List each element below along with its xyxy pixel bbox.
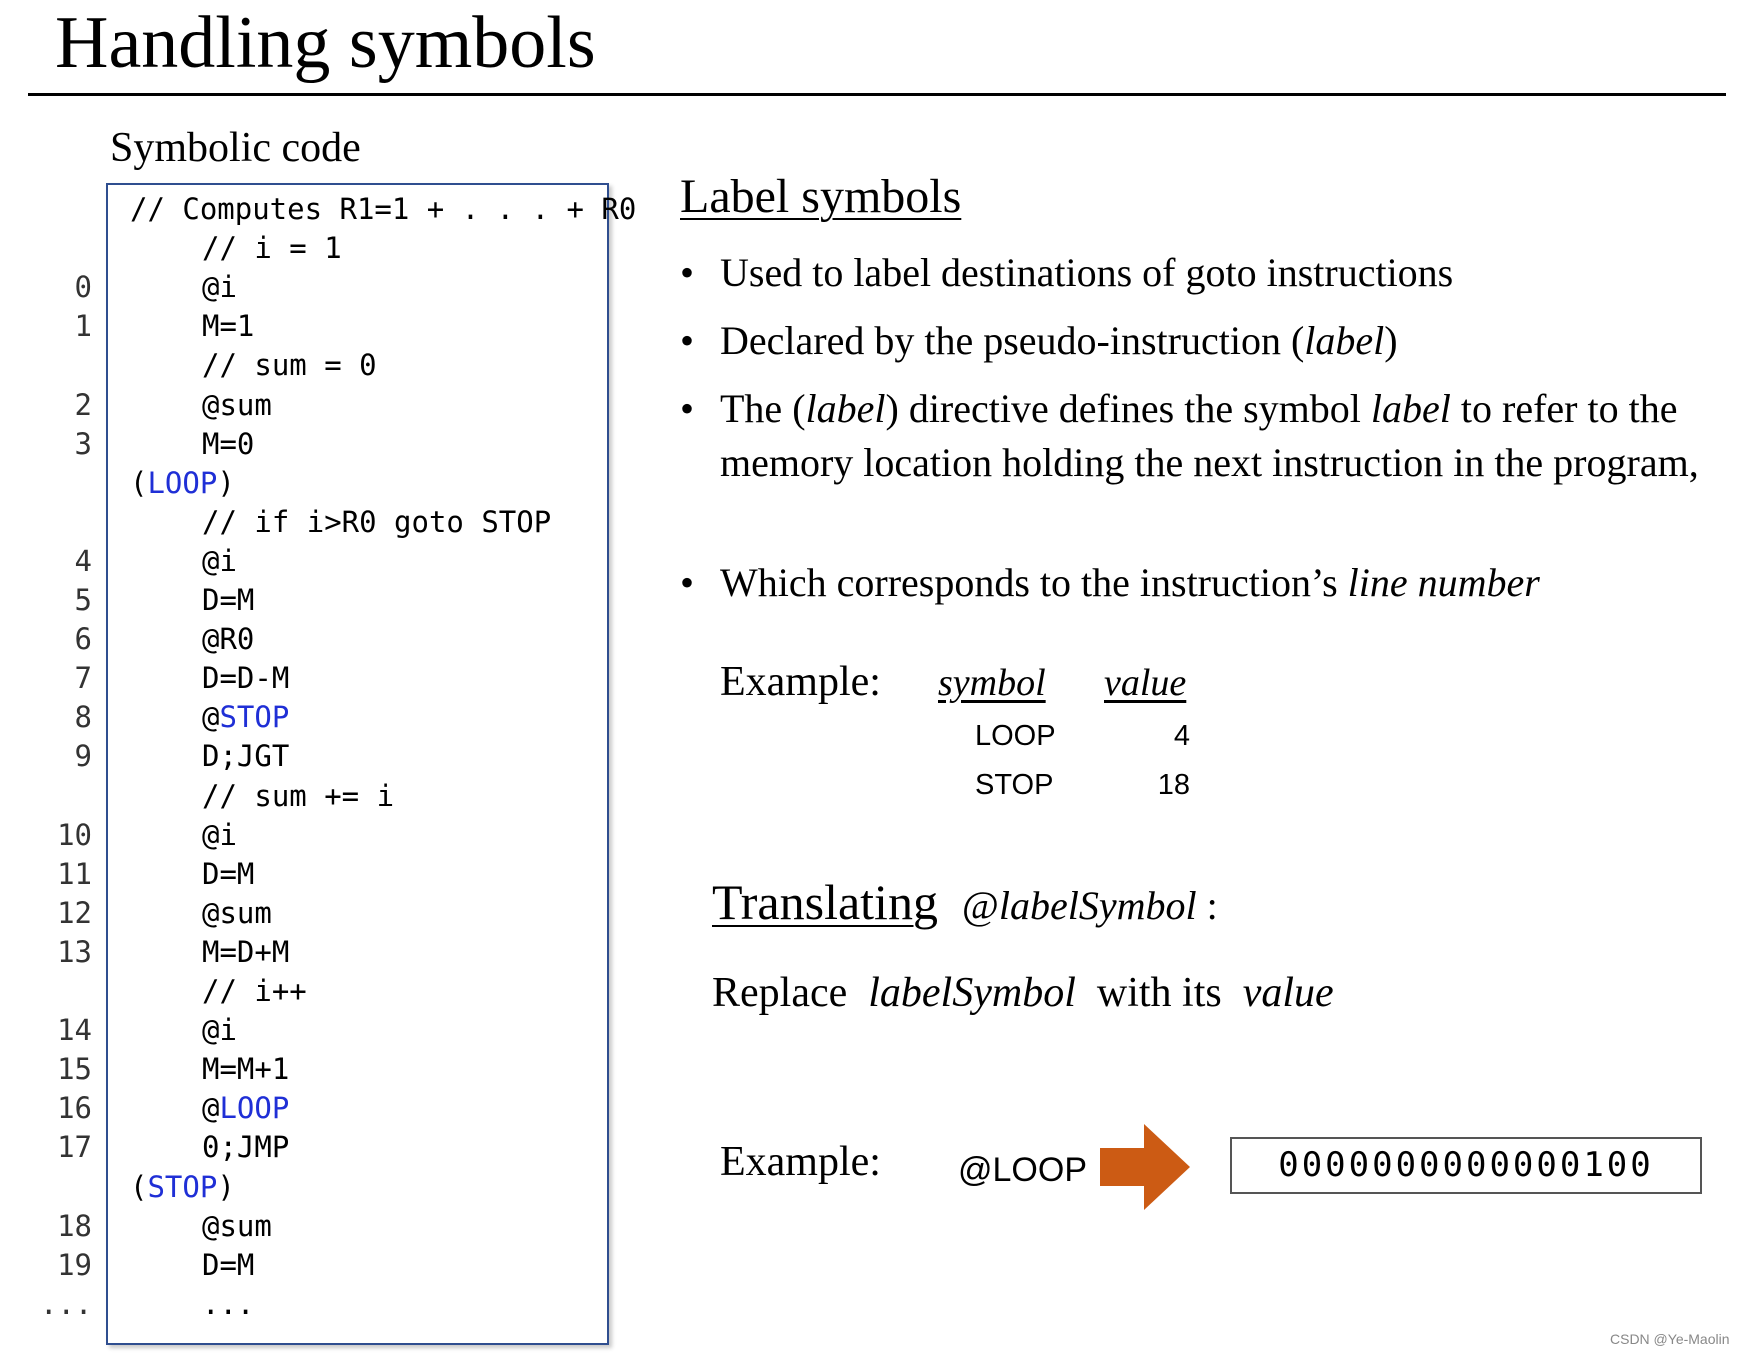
code-fragment: @: [202, 1091, 220, 1126]
bullet-dot: •: [680, 386, 695, 431]
code-fragment: @sum: [202, 895, 272, 930]
code-fragment: D=D-M: [202, 661, 290, 696]
label-keyword: LOOP: [147, 465, 218, 500]
code-fragment: // if i>R0 goto STOP: [202, 504, 552, 539]
bullet-dot: •: [680, 560, 695, 605]
replace-mid: with its: [1096, 970, 1222, 1016]
line-number: 4: [74, 543, 92, 578]
code-fragment: // sum = 0: [202, 348, 377, 383]
code-text: [202, 933, 289, 972]
bullet-fragment: Used to label destinations of goto instructions: [720, 250, 1454, 295]
code-text: [202, 894, 272, 933]
line-number: 5: [74, 583, 92, 617]
code-fragment: ): [217, 465, 235, 500]
title-rule: [28, 93, 1726, 96]
code-text: [202, 307, 254, 346]
italic-term: label: [1304, 318, 1385, 363]
code-fragment: M=M+1: [202, 1052, 290, 1087]
code-fragment: @R0: [202, 622, 255, 657]
code-text: [202, 1089, 289, 1128]
label-keyword: STOP: [219, 700, 290, 735]
code-text: [202, 346, 377, 385]
line-number: 11: [57, 856, 92, 891]
code-text: [130, 190, 636, 229]
italic-term: label: [1370, 386, 1451, 431]
translation-input: @LOOP: [958, 1151, 1087, 1189]
bullet-text: [720, 246, 1730, 300]
bullet-fragment: to refer to the memory location holding the next instruction in the program,: [720, 386, 1699, 485]
colon: :: [1196, 883, 1218, 928]
value-term: value: [1242, 970, 1334, 1016]
bullet-fragment: The (: [720, 386, 806, 431]
code-text: [202, 620, 254, 659]
label-keyword: LOOP: [219, 1091, 290, 1126]
line-number: 18: [57, 1208, 92, 1243]
at-sign: @: [962, 883, 999, 928]
right-arrow-icon: [1100, 1124, 1190, 1210]
code-text: [202, 386, 272, 425]
code-fragment: D=M: [202, 856, 255, 891]
line-number: 6: [74, 622, 92, 657]
code-text: [202, 1011, 237, 1050]
code-fragment: @sum: [202, 1208, 272, 1243]
line-number: 1: [74, 309, 92, 344]
code-fragment: // i = 1: [202, 231, 342, 266]
line-number: 0: [74, 270, 92, 305]
code-text: [202, 503, 551, 542]
code-text: [202, 229, 342, 268]
code-fragment: // i++: [202, 974, 307, 1008]
code-fragment: D;JGT: [202, 739, 290, 774]
italic-term: label: [805, 386, 886, 431]
bullet-fragment: Which corresponds to the instruction’s: [720, 560, 1348, 605]
code-text: [202, 1050, 289, 1089]
label-keyword: STOP: [147, 1169, 218, 1204]
translation-example-label: Example:: [720, 1139, 881, 1185]
watermark: CSDN @Ye-Maolin: [1610, 1331, 1730, 1347]
italic-term: line number: [1347, 560, 1540, 605]
code-text: [202, 816, 237, 855]
code-fragment: (: [130, 465, 148, 500]
code-fragment: // sum += i: [202, 778, 395, 813]
code-text: [202, 698, 289, 737]
code-fragment: D=M: [202, 583, 255, 617]
bullet-text: [720, 556, 1730, 610]
line-number: 8: [74, 700, 92, 735]
line-number: 16: [57, 1091, 92, 1126]
code-fragment: ...: [202, 1286, 255, 1321]
line-number: 19: [57, 1247, 92, 1282]
code-fragment: D=M: [202, 1247, 255, 1282]
code-text: [202, 425, 254, 464]
code-fragment: @i: [202, 817, 237, 852]
replace-rule: [712, 966, 1334, 1020]
line-number: 10: [57, 817, 92, 852]
code-text: [202, 581, 254, 620]
code-fragment: // Computes R1=1 + . . . + R0: [130, 192, 637, 226]
value-cell: 18: [1157, 769, 1190, 801]
code-text: [202, 542, 237, 581]
code-text: [202, 855, 254, 894]
value-cell: 4: [1173, 720, 1190, 752]
bullet-dot: •: [680, 318, 695, 363]
line-number: 12: [57, 895, 92, 930]
bullet-text: [720, 314, 1730, 368]
code-text: [202, 1246, 254, 1285]
line-number: ...: [40, 1286, 93, 1321]
translating-heading: Translating: [712, 874, 938, 930]
value-column-header: value: [1104, 662, 1187, 704]
code-fragment: @i: [202, 1013, 237, 1048]
line-number: 13: [57, 934, 92, 969]
symbol-cell: LOOP: [975, 720, 1056, 752]
bullet-fragment: ): [1384, 318, 1398, 363]
code-text: [130, 464, 235, 503]
code-text: [130, 1168, 235, 1207]
code-text: [202, 1207, 272, 1246]
translating-target: [962, 880, 1218, 932]
code-fragment: M=D+M: [202, 934, 290, 969]
line-number: 15: [57, 1052, 92, 1087]
code-fragment: @: [202, 700, 220, 735]
label-symbol-term: labelSymbol: [868, 970, 1076, 1016]
symbol-cell: STOP: [975, 769, 1054, 801]
bullet-text: [720, 382, 1730, 490]
page-title: Handling symbols: [55, 2, 596, 84]
bullet-fragment: Declared by the pseudo-instruction (: [720, 318, 1305, 363]
code-fragment: @i: [202, 543, 237, 578]
line-number: 7: [74, 661, 92, 696]
code-fragment: 0;JMP: [202, 1130, 290, 1165]
code-text: [202, 777, 394, 816]
line-number: 3: [74, 426, 92, 461]
example-label: Example:: [720, 659, 881, 705]
code-fragment: (: [130, 1169, 148, 1204]
code-fragment: M=1: [202, 309, 255, 344]
code-panel-heading: Symbolic code: [110, 125, 361, 171]
bullet-dot: •: [680, 250, 695, 295]
code-fragment: M=0: [202, 426, 255, 461]
binary-output: 0000000000000100: [1230, 1137, 1702, 1194]
label-symbol-term: labelSymbol: [998, 883, 1197, 928]
symbol-column-header: symbol: [938, 662, 1046, 704]
code-text: [202, 1128, 289, 1167]
line-number: 17: [57, 1130, 92, 1165]
replace-word: Replace: [712, 970, 848, 1016]
code-text: [202, 737, 289, 776]
code-text: [202, 659, 289, 698]
line-number: 14: [57, 1013, 92, 1048]
code-text: [202, 268, 237, 307]
code-text: [202, 1285, 254, 1324]
line-number: 2: [74, 387, 92, 422]
line-number: 9: [74, 739, 92, 774]
code-fragment: ): [217, 1169, 235, 1204]
label-symbols-heading: Label symbols: [680, 170, 962, 223]
code-fragment: @sum: [202, 387, 272, 422]
bullet-fragment: ) directive defines the symbol: [885, 386, 1371, 431]
code-text: [202, 972, 307, 1011]
code-fragment: @i: [202, 270, 237, 305]
